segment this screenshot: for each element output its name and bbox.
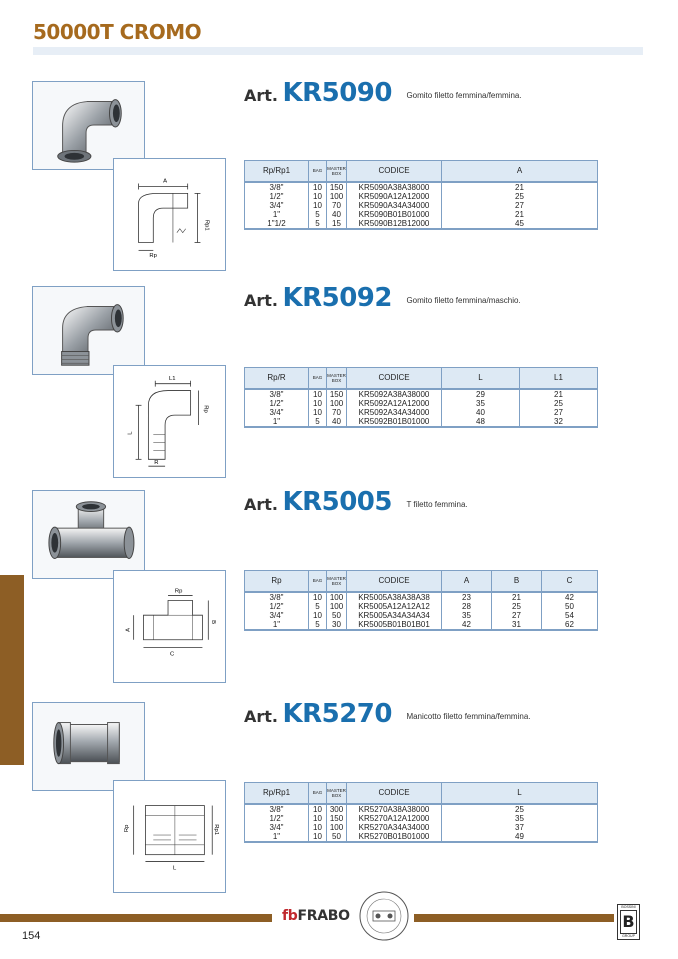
article-prefix: Art. [244, 707, 278, 726]
frabo-mark: fb [282, 908, 298, 924]
cell: 27 [492, 611, 542, 620]
article-heading-kr5090 [244, 78, 522, 108]
cell: 35 [442, 611, 492, 620]
cell: 49 [442, 832, 598, 842]
cell: 1/2" [245, 192, 309, 201]
footer-rule-right [414, 914, 614, 922]
cell: 10 [309, 832, 327, 842]
cell: 10 [309, 592, 327, 602]
column-header: Rp/Rp1 [245, 783, 309, 804]
cell: 150 [327, 814, 347, 823]
drawing-label: L1 [169, 375, 176, 382]
cell: 1/2" [245, 814, 309, 823]
cell: 50 [327, 832, 347, 842]
technical-drawing-kr5005 [113, 570, 226, 683]
cell: 10 [309, 408, 327, 417]
group-logo-bottom: GROUP [622, 934, 635, 938]
article-heading-kr5270 [244, 699, 530, 729]
cell: 29 [442, 389, 520, 399]
technical-drawing-kr5090 [113, 158, 226, 271]
cell: KR5005A12A12A12 [347, 602, 442, 611]
footer-rule-left [0, 914, 272, 922]
product-photo-kr5270 [32, 702, 145, 791]
column-header: BAG [309, 161, 327, 182]
cell: 48 [442, 417, 520, 427]
cell: KR5090B12B12000 [347, 219, 442, 229]
cell: 3/8" [245, 592, 309, 602]
column-header: A [442, 161, 598, 182]
table-row [245, 408, 598, 417]
cell: 27 [442, 201, 598, 210]
technical-drawing-kr5270 [113, 780, 226, 893]
cell: 10 [309, 182, 327, 192]
cell: 1"1/2 [245, 219, 309, 229]
column-header: CODICE [347, 161, 442, 182]
article-prefix: Art. [244, 291, 278, 310]
column-header: CODICE [347, 571, 442, 592]
cell: 1" [245, 832, 309, 842]
drawing-label: L [172, 865, 177, 872]
cell: 3/8" [245, 804, 309, 814]
column-header: A [442, 571, 492, 592]
cell: 40 [327, 417, 347, 427]
cell: 35 [442, 814, 598, 823]
cell: 35 [442, 399, 520, 408]
article-prefix: Art. [244, 495, 278, 514]
table-row [245, 823, 598, 832]
cell: 23 [442, 592, 492, 602]
cell: 1" [245, 210, 309, 219]
cell: 10 [309, 823, 327, 832]
cell: 10 [309, 814, 327, 823]
cell: KR5270A12A12000 [347, 814, 442, 823]
table-row [245, 620, 598, 630]
cell: 10 [309, 192, 327, 201]
frabo-wordmark: FRABO [297, 908, 350, 924]
cell: KR5090A12A12000 [347, 192, 442, 201]
cell: 21 [442, 182, 598, 192]
cell: KR5092B01B01000 [347, 417, 442, 427]
drawing-label: Rp [149, 253, 157, 260]
cell: 25 [442, 804, 598, 814]
cell: 31 [492, 620, 542, 630]
table-row [245, 417, 598, 427]
column-header: MASTER BOX [327, 571, 347, 592]
drawing-label: Rp [202, 405, 209, 413]
page-title: 50000T CROMO [33, 20, 202, 44]
column-header: BAG [309, 368, 327, 389]
cell: KR5270A34A34000 [347, 823, 442, 832]
column-header: MASTER BOX [327, 783, 347, 804]
cell: 70 [327, 408, 347, 417]
cell: KR5270A38A38000 [347, 804, 442, 814]
cell: 100 [327, 192, 347, 201]
cell: 5 [309, 602, 327, 611]
group-logo-top: BOSSINI [621, 905, 636, 909]
spec-table-kr5090 [244, 160, 598, 230]
cell: KR5090B01B01000 [347, 210, 442, 219]
cell: 1/2" [245, 602, 309, 611]
cell: 21 [520, 389, 598, 399]
column-header: Rp [245, 571, 309, 592]
spec-table-kr5005 [244, 570, 598, 631]
frabo-logo [282, 908, 350, 924]
table-row [245, 389, 598, 399]
cell: 300 [327, 804, 347, 814]
cell: 15 [327, 219, 347, 229]
cell: KR5270B01B01000 [347, 832, 442, 842]
cell: 37 [442, 823, 598, 832]
cell: 1" [245, 417, 309, 427]
product-photo-kr5005 [32, 490, 145, 579]
article-prefix: Art. [244, 86, 278, 105]
cell: 25 [520, 399, 598, 408]
column-header: BAG [309, 571, 327, 592]
technical-drawing-kr5092 [113, 365, 226, 478]
cell: 3/8" [245, 389, 309, 399]
table-row [245, 192, 598, 201]
cell: 45 [442, 219, 598, 229]
column-header: C [542, 571, 598, 592]
cell: 5 [309, 210, 327, 219]
table-row [245, 832, 598, 842]
table-row [245, 201, 598, 210]
group-logo-letter: B [620, 910, 637, 934]
cell: 25 [442, 192, 598, 201]
table-row [245, 814, 598, 823]
cell: 3/8" [245, 182, 309, 192]
cell: 1" [245, 620, 309, 630]
product-photo-kr5092 [32, 286, 145, 375]
cell: 150 [327, 389, 347, 399]
cell: 70 [327, 201, 347, 210]
drawing-label: R [154, 460, 159, 467]
article-code: KR5090 [282, 78, 392, 108]
cell: 3/4" [245, 201, 309, 210]
column-header: BAG [309, 783, 327, 804]
cell: 42 [442, 620, 492, 630]
cell: KR5090A34A34000 [347, 201, 442, 210]
article-heading-kr5005 [244, 487, 468, 517]
column-header: B [492, 571, 542, 592]
section-side-tab [0, 575, 24, 765]
article-code: KR5092 [282, 283, 392, 313]
spec-table-kr5092 [244, 367, 598, 428]
bossini-group-logo [617, 904, 640, 940]
cell: 10 [309, 611, 327, 620]
cell: KR5092A12A12000 [347, 399, 442, 408]
cell: 100 [327, 399, 347, 408]
cell: 10 [309, 201, 327, 210]
product-photo-kr5090 [32, 81, 145, 170]
cell: KR5092A38A38000 [347, 389, 442, 399]
cell: 3/4" [245, 408, 309, 417]
cell: 40 [442, 408, 520, 417]
column-header: CODICE [347, 783, 442, 804]
cell: 21 [442, 210, 598, 219]
cell: 100 [327, 592, 347, 602]
cell: 150 [327, 182, 347, 192]
cell: 54 [542, 611, 598, 620]
cell: 5 [309, 620, 327, 630]
cell: 40 [327, 210, 347, 219]
article-code: KR5005 [282, 487, 392, 517]
drawing-label: Rp1 [203, 219, 210, 231]
table-row [245, 804, 598, 814]
drawing-label: L [127, 431, 134, 435]
cell: 21 [492, 592, 542, 602]
column-header: MASTER BOX [327, 161, 347, 182]
cell: 50 [327, 611, 347, 620]
cell: 5 [309, 417, 327, 427]
article-description: T filetto femmina. [406, 500, 468, 509]
cell: KR5092A34A34000 [347, 408, 442, 417]
column-header: Rp/R [245, 368, 309, 389]
cell: KR5005A38A38A38 [347, 592, 442, 602]
article-description: Manicotto filetto femmina/femmina. [406, 712, 531, 721]
column-header: Rp/Rp1 [245, 161, 309, 182]
column-header: L [442, 368, 520, 389]
drawing-label: A [125, 627, 132, 632]
column-header: MASTER BOX [327, 368, 347, 389]
cell: 25 [492, 602, 542, 611]
cell: 28 [442, 602, 492, 611]
cell: 10 [309, 389, 327, 399]
cell: 1/2" [245, 399, 309, 408]
certification-seal-icon [358, 890, 410, 942]
table-row [245, 399, 598, 408]
table-row [245, 182, 598, 192]
cell: KR5005A34A34A34 [347, 611, 442, 620]
cell: KR5005B01B01B01 [347, 620, 442, 630]
column-header: CODICE [347, 368, 442, 389]
drawing-label: Rp [174, 588, 183, 595]
drawing-label: A [163, 178, 168, 185]
cell: KR5090A38A38000 [347, 182, 442, 192]
cell: 3/4" [245, 611, 309, 620]
article-heading-kr5092 [244, 283, 521, 313]
table-row [245, 210, 598, 219]
table-row [245, 219, 598, 229]
column-header: L [442, 783, 598, 804]
article-description: Gomito filetto femmina/femmina. [406, 91, 522, 100]
cell: 5 [309, 219, 327, 229]
cell: 27 [520, 408, 598, 417]
cell: 50 [542, 602, 598, 611]
cell: 10 [309, 804, 327, 814]
cell: 3/4" [245, 823, 309, 832]
article-description: Gomito filetto femmina/maschio. [406, 296, 521, 305]
cell: 62 [542, 620, 598, 630]
article-code: KR5270 [282, 699, 392, 729]
drawing-label: Rp [123, 824, 130, 833]
table-row [245, 592, 598, 602]
table-row [245, 611, 598, 620]
table-row [245, 602, 598, 611]
cell: 100 [327, 602, 347, 611]
page-number: 154 [22, 930, 41, 942]
column-header: L1 [520, 368, 598, 389]
cell: 100 [327, 823, 347, 832]
cell: 30 [327, 620, 347, 630]
title-underline-bar [33, 47, 643, 55]
cell: 32 [520, 417, 598, 427]
drawing-label: C [169, 651, 175, 658]
spec-table-kr5270 [244, 782, 598, 843]
cell: 42 [542, 592, 598, 602]
drawing-label: B [210, 620, 217, 625]
drawing-label: Rp1 [213, 824, 220, 836]
cell: 10 [309, 399, 327, 408]
